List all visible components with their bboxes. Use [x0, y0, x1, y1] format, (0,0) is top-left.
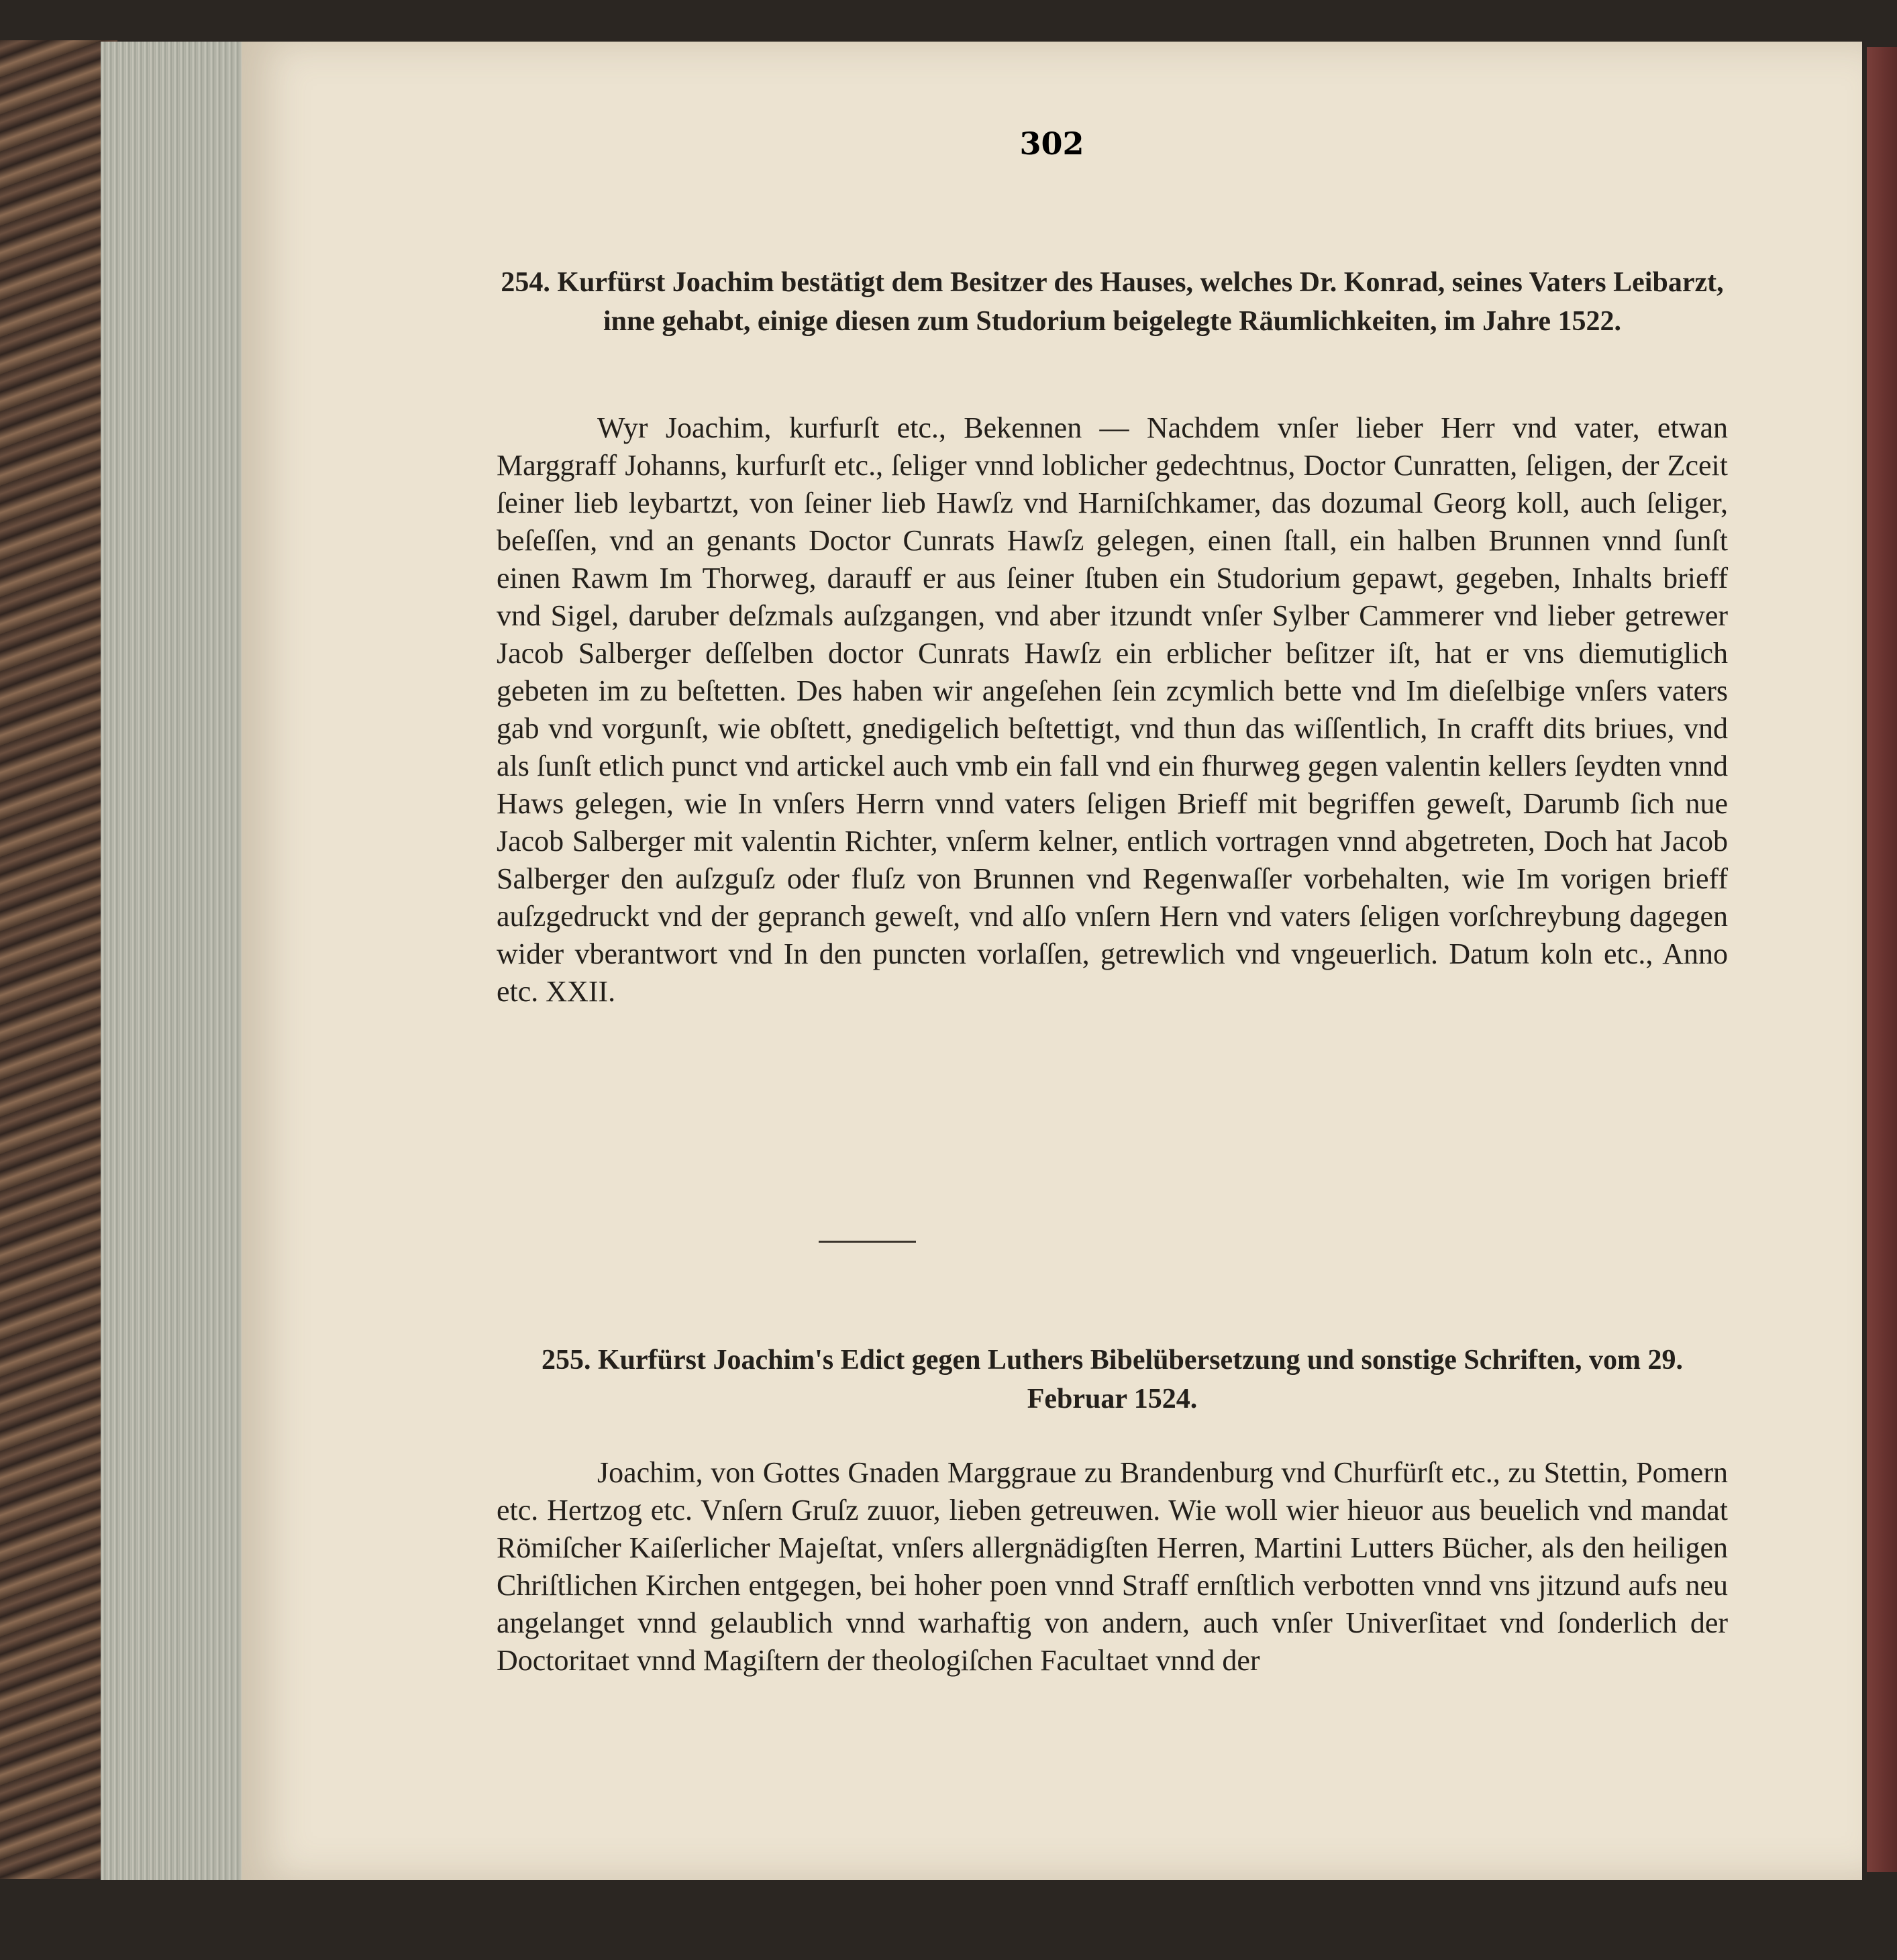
page-number: 302	[1019, 125, 1084, 162]
section-255-body: Joachim, von Gottes Gnaden Marggraue zu Brandenburg vnd Churfürſt etc., zu Stettin, Pomern etc. Hertzog etc. Vnſern Gruſz zuuor, lieben getreuwen. Wie woll wier hieuor aus beuelich vnd mandat Römiſcher Kaiſerlicher Majeſtat, vnſers allergnädigſten Herren, Martini Lutters Bücher, als den heiligen Chriſtlichen Kirchen entgegen, bei hoher poen vnnd Straff ernſtlich verbotten vnnd vns jitzund aufs neu angelanget vnnd gelaublich vnnd warhaftig von andern, auch vnſer Univerſitaet vnd ſonderlich der Doctoritaet vnnd Magiſtern der theologiſchen Facultaet vnnd der	[497, 1456, 1728, 1677]
book-cover-right	[1867, 47, 1897, 1872]
section-254-body: Wyr Joachim, kurfurſt etc., Bekennen — Nachdem vnſer lieber Herr vnd vater, etwan Marggraff Johanns, kurfurſt etc., ſeliger vnnd loblicher gedechtnus, Doctor Cunratten, ſeligen, der Zceit ſeiner lieb leybartzt, von ſeiner lieb Hawſz vnd Harniſchkamer, das dozumal Georg koll, auch ſeliger, beſeſſen, vnd an genants Doctor Cunrats Hawſz gelegen, einen ſtall, ein halben Brunnen vnnd ſunſt einen Rawm Im Thorweg, darauff er aus ſeiner ſtuben ein Studorium gepawt, gegeben, Inhalts brieff vnd Sigel, daruber deſzmals auſzgangen, vnd aber itzundt vnſer Sylber Cammerer vnd lieber getrewer Jacob Salberger deſſelben doctor Cunrats Hawſz ein erblicher beſitzer iſt, hat er vns diemutiglich gebeten im zu beſtetten. Des haben wir angeſehen ſein zcymlich bette vnd Im dieſelbige vnſers vaters gab vnd vorgunſt, wie obſtett, gnedigelich beſtettigt, vnd thun das wiſſentlich, In crafft dits briues, vnd als ſunſt etlich punct vnd artickel auch vmb ein fall vnd ein fhurweg gegen valentin kellers ſeydten vnnd Haws gelegen, wie In vnſers Herrn vnnd vaters ſeligen Brieff mit begriffen geweſt, Darumb ſich nue Jacob Salberger mit valentin Richter, vnſerm kelner, entlich vortragen vnnd abgetreten, Doch hat Jacob Salberger den auſzguſz oder fluſz von Brunnen vnd Regenwaſſer vorbehalten, wie Im vorigen brieff auſzgedruckt vnd der gepranch geweſt, vnd alſo vnſern Hern vnd vaters ſeligen vorſchreybung dagegen wider vberantwort vnd In den puncten vorlaſſen, getrewlich vnd vngeuerlich. Datum koln etc., Anno etc. XXII.	[497, 411, 1728, 1008]
page-edges	[101, 42, 248, 1880]
section-255-heading: 255. Kurfürst Joachim's Edict gegen Luthers Bibelübersetzung und sonstige Schriften, vom 29. Februar 1524.	[541, 1345, 1684, 1414]
section-divider	[819, 1241, 916, 1243]
book-cover-left	[0, 40, 117, 1879]
section-254-heading: 254. Kurfürst Joachim bestätigt dem Besitzer des Hauses, welches Dr. Konrad, seines Vaters Leibarzt, inne gehabt, einige diesen zum Studorium beigelegte Räumlichkeiten, im Jahre 1522.	[501, 267, 1724, 337]
book-page	[242, 42, 1862, 1880]
